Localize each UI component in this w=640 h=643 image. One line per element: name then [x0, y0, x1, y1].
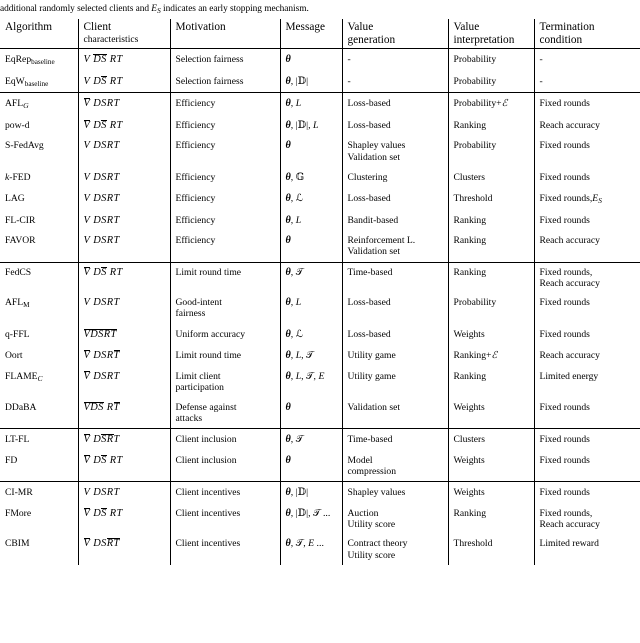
cell-termination-condition: Fixed rounds [534, 429, 640, 451]
cell-termination-condition: Fixed rounds [539, 172, 590, 184]
table-row [0, 71, 640, 93]
cell-algorithm: EqRep$_{baseline}$ [0, 49, 78, 71]
cell-value-generation: Utility game [342, 367, 448, 398]
cell-algorithm: DDaBA [0, 398, 78, 429]
table-row [0, 451, 640, 482]
cell-algorithm: FD [0, 451, 78, 482]
cell-motivation: Efficiency [170, 136, 280, 167]
cell-algorithm: Oort [0, 345, 78, 367]
cell-motivation: Defense against attacks [170, 398, 280, 429]
cell-algorithm: CBIM [0, 534, 78, 565]
cell-message: θ [280, 136, 342, 167]
cell-algorithm: LT-FL [0, 429, 78, 451]
cell-client-characteristics: V DSRT [78, 136, 170, 167]
cell-motivation: Efficiency [170, 188, 280, 209]
header-row [0, 19, 640, 49]
cell-algorithm: $FLAME_C$ [0, 367, 78, 398]
cell-value-generation: Loss-based [342, 324, 448, 346]
table-row [0, 367, 640, 398]
cell-message: θ, |𝔻| [280, 482, 342, 504]
cell-client-characteristics: V DSRT [78, 188, 170, 209]
caption-symbol: E [151, 4, 157, 14]
table-row [0, 324, 640, 346]
cell-message: θ, L, 𝒯 [280, 345, 342, 367]
cell-value-generation: Loss-based [342, 93, 448, 115]
cell-termination-condition: Fixed $rounds,E_S$ [539, 193, 602, 206]
cell-termination-condition: Fixed rounds [539, 214, 590, 226]
cell-client-characteristics: V DSRT [78, 210, 170, 231]
cell-algorithm: FMore [0, 504, 78, 535]
cell-message: θ, 𝔾 [280, 167, 342, 188]
cell-value-generation: - [342, 49, 448, 71]
cell-client-characteristics: V DS RT [78, 115, 170, 137]
cell-client-characteristics: V DSRT [78, 167, 170, 188]
cell-value-interpretation: Ranking [448, 210, 534, 231]
cell-motivation: Uniform accuracy [170, 324, 280, 346]
table-row [0, 231, 640, 262]
cell-value-interpretation: Weights [448, 451, 534, 482]
cell-termination-condition: Reach accuracy [539, 234, 600, 246]
cell-motivation: Efficiency [170, 210, 280, 231]
cell-motivation: Client inclusion [170, 429, 280, 451]
cell-value-interpretation: Probability [448, 136, 534, 167]
algorithm-comparison-table [0, 19, 640, 565]
table-row [0, 345, 640, 367]
table-row [0, 93, 640, 115]
cell-value-generation: Clustering [342, 167, 448, 188]
cell-termination-condition: Fixed rounds [539, 401, 590, 413]
table-header [0, 19, 640, 49]
cell-value-generation: Shapley values [342, 482, 448, 504]
cell-value-interpretation: Clusters [448, 167, 534, 188]
cell-value-generation: Auction Utility score [342, 504, 448, 535]
cell-message: θ [280, 49, 342, 71]
table-row [0, 188, 640, 209]
cell-algorithm: k-FED [0, 167, 78, 188]
table-row [0, 167, 640, 188]
cell-client-characteristics: V DSRT [78, 231, 170, 262]
cell-value-interpretation: Ranking+ℰ [448, 345, 534, 367]
cell-message: θ, |𝔻| [280, 71, 342, 93]
cell-client-characteristics: V DSRT [78, 293, 170, 324]
cell-algorithm: FedCS [0, 262, 78, 293]
cell-motivation: Efficiency [170, 93, 280, 115]
cell-algorithm: FL-CIR [0, 210, 78, 231]
cell-value-interpretation: Ranking [448, 231, 534, 262]
cell-value-interpretation: Weights [448, 324, 534, 346]
cell-value-interpretation: Ranking [448, 504, 534, 535]
cell-value-generation: Loss-based [342, 293, 448, 324]
cell-motivation: Client incentives [170, 482, 280, 504]
cell-motivation: Client incentives [170, 534, 280, 565]
cell-value-generation: Loss-based [342, 115, 448, 137]
cell-message: θ [280, 451, 342, 482]
cell-client-characteristics: V DSRT [78, 534, 170, 565]
cell-value-interpretation: Probability [448, 293, 534, 324]
cell-algorithm: q-FFL [0, 324, 78, 346]
cell-motivation: Client inclusion [170, 451, 280, 482]
cell-motivation: Selection fairness [170, 49, 280, 71]
header-value-interpretation: Value interpretation [448, 19, 534, 49]
cell-motivation: Efficiency [170, 231, 280, 262]
cell-motivation: Limit client participation [170, 367, 280, 398]
cell-value-generation: Model compression [342, 451, 448, 482]
cell-termination-condition: Fixed rounds [539, 140, 590, 152]
cell-value-generation: Shapley values Validation set [342, 136, 448, 167]
table-row [0, 534, 640, 565]
cell-message: θ [280, 398, 342, 429]
cell-client-characteristics: V DS RT [78, 71, 170, 93]
table-row [0, 136, 640, 167]
cell-value-interpretation: Ranking [448, 115, 534, 137]
header-value-generation: Value generation [342, 19, 448, 49]
table-row [0, 398, 640, 429]
table-row [0, 49, 640, 71]
cell-termination-condition: Reach accuracy [539, 350, 600, 362]
cell-termination-condition: Fixed rounds, Reach accuracy [539, 507, 600, 530]
cell-client-characteristics: VDS RT [78, 398, 170, 429]
cell-client-characteristics: V DS RT [78, 49, 170, 71]
cell-message: θ, 𝒯 [280, 429, 342, 451]
cell-value-interpretation: Probability [448, 49, 534, 71]
cell-termination-condition: Fixed rounds [534, 482, 640, 504]
cell-algorithm: S-FedAvg [0, 136, 78, 167]
cell-termination-condition: Limited energy [539, 370, 599, 382]
cell-message: θ, L [280, 210, 342, 231]
cell-value-generation: - [342, 71, 448, 93]
header-motivation: Motivation [170, 19, 280, 49]
cell-client-characteristics: V DS RT [78, 451, 170, 482]
table-body [0, 49, 640, 565]
cell-termination-condition: Fixed rounds, Reach accuracy [534, 262, 640, 293]
cell-value-interpretation: Weights [448, 482, 534, 504]
caption-text [0, 0, 640, 19]
cell-termination-condition: Fixed rounds [534, 93, 640, 115]
cell-message: θ, |𝔻|, L [280, 115, 342, 137]
table-row [0, 429, 640, 451]
cell-value-interpretation: Ranking [448, 262, 534, 293]
cell-motivation: Selection fairness [170, 71, 280, 93]
cell-message: θ, 𝒯, E ... [280, 534, 342, 565]
cell-algorithm: pow-d [0, 115, 78, 137]
table-row [0, 504, 640, 535]
table-row [0, 262, 640, 293]
cell-client-characteristics: V DS RT [78, 262, 170, 293]
cell-message: θ, L, 𝒯, E [280, 367, 342, 398]
cell-value-interpretation: Threshold [448, 188, 534, 209]
cell-motivation: Limit round time [170, 345, 280, 367]
cell-message: θ, |𝔻|, 𝒯 ... [280, 504, 342, 535]
cell-termination-condition: Fixed rounds [539, 454, 590, 466]
cell-message: θ [280, 231, 342, 262]
cell-message: θ, L [280, 293, 342, 324]
cell-client-characteristics: V DSRT [78, 429, 170, 451]
caption-post: indicates an early stopping mechanism. [160, 4, 309, 14]
cell-client-characteristics: VDSRT [78, 324, 170, 346]
cell-algorithm: FAVOR [0, 231, 78, 262]
cell-algorithm: $AFL_G$ [0, 93, 78, 115]
cell-motivation: Efficiency [170, 115, 280, 137]
cell-message: θ, L [280, 93, 342, 115]
table-row [0, 482, 640, 504]
cell-termination-condition: Reach accuracy [539, 119, 600, 131]
caption-pre: additional randomly selected clients and [0, 4, 152, 14]
cell-value-generation: Utility game [342, 345, 448, 367]
cell-value-interpretation: Weights [448, 398, 534, 429]
table-row [0, 210, 640, 231]
cell-value-generation: Time-based [342, 262, 448, 293]
cell-value-generation: Bandit-based [342, 210, 448, 231]
cell-message: θ, 𝒯 [280, 262, 342, 293]
cell-termination-condition: Limited reward [539, 538, 599, 550]
cell-client-characteristics: V DSRT [78, 345, 170, 367]
cell-value-generation: Reinforcement L. Validation set [342, 231, 448, 262]
cell-value-generation: Contract theory Utility score [342, 534, 448, 565]
cell-motivation: Good-intent fairness [170, 293, 280, 324]
cell-client-characteristics: V DSRT [78, 482, 170, 504]
cell-client-characteristics: V DS RT [78, 504, 170, 535]
header-client-characteristics: Client characteristics [78, 19, 170, 49]
cell-termination-condition: Fixed rounds [539, 297, 590, 309]
cell-value-generation: Time-based [342, 429, 448, 451]
cell-value-interpretation: Probability [448, 71, 534, 93]
cell-algorithm: EqW$_{baseline}$ [0, 71, 78, 93]
cell-motivation: Client incentives [170, 504, 280, 535]
cell-algorithm: $AFL_M$ [0, 293, 78, 324]
cell-value-generation: Validation set [342, 398, 448, 429]
cell-algorithm: CI-MR [0, 482, 78, 504]
cell-algorithm: LAG [0, 188, 78, 209]
cell-message: θ, ℒ [280, 324, 342, 346]
caption-symbol-subscript: S [156, 6, 161, 15]
header-message: Message [280, 19, 342, 49]
cell-termination-condition: Fixed rounds [539, 328, 590, 340]
cell-value-interpretation: Ranking [448, 367, 534, 398]
cell-value-interpretation: Clusters [448, 429, 534, 451]
header-algorithm: Algorithm [0, 19, 78, 49]
cell-client-characteristics: V DSRT [78, 93, 170, 115]
cell-value-generation: Loss-based [342, 188, 448, 209]
cell-value-interpretation: Probability+ℰ [448, 93, 534, 115]
cell-termination-condition: - [539, 75, 543, 87]
cell-motivation: Efficiency [170, 167, 280, 188]
cell-client-characteristics: V DSRT [78, 367, 170, 398]
table-row [0, 293, 640, 324]
table-row [0, 115, 640, 137]
header-termination-condition: Termination condition [534, 19, 640, 49]
cell-termination-condition: - [539, 54, 543, 65]
cell-message: θ, ℒ [280, 188, 342, 209]
cell-value-interpretation: Threshold [448, 534, 534, 565]
cell-motivation: Limit round time [170, 262, 280, 293]
